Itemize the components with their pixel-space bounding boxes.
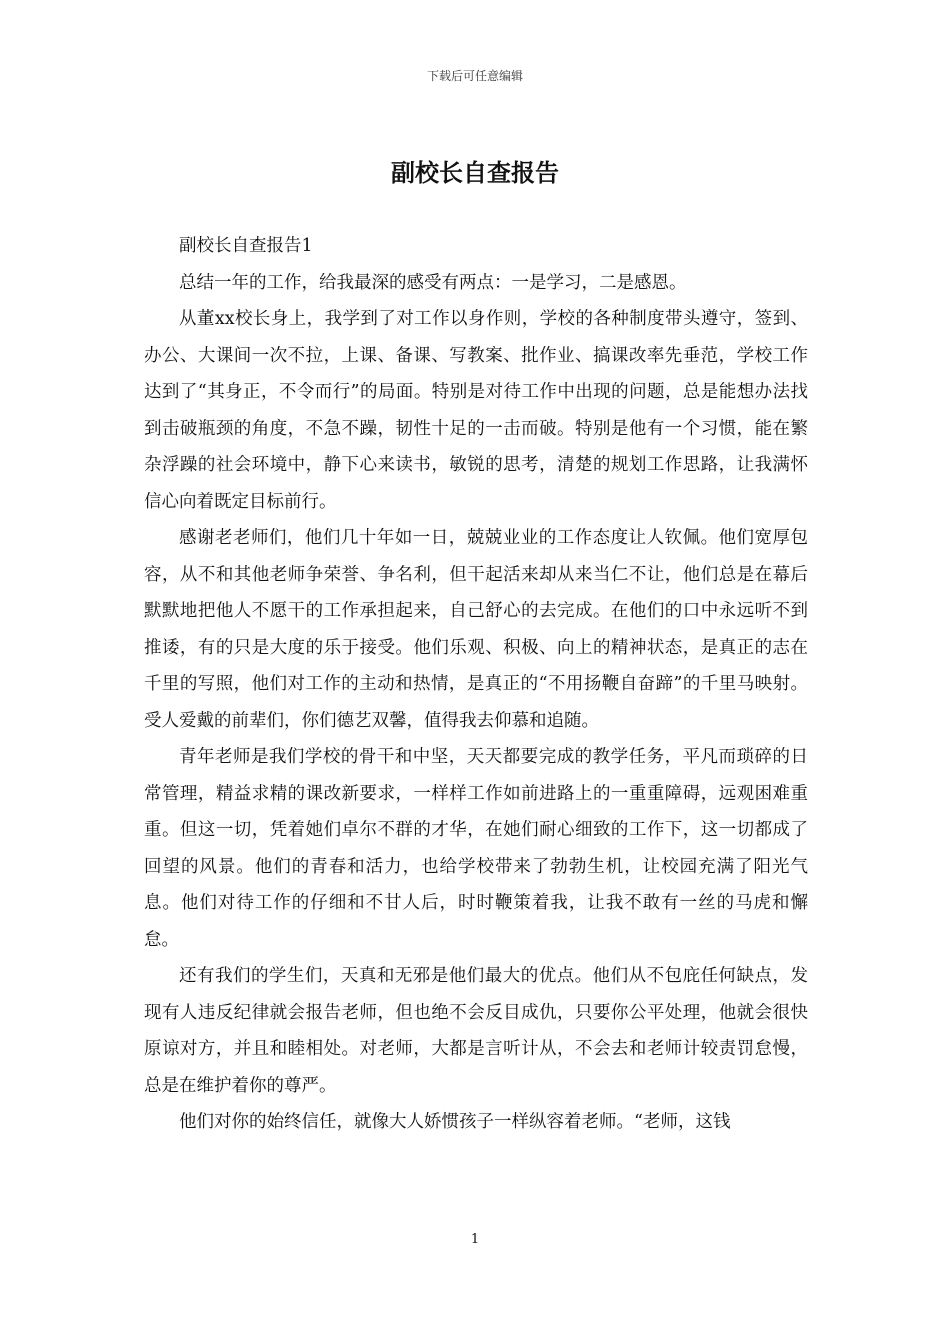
paragraph: 从董xx校长身上，我学到了对工作以身作则，学校的各种制度带头遵守，签到、办公、大课间一次不拉，上课、备课、写教案、批作业、搞课改率先垂范，学校工作达到了“其身正，不令而行”的局面。特别是对待工作中出现的问题，总是能想办法找到击破瓶颈的角度，不急不躁，韧性十足的一击而破。特别是他有一个习惯，能在繁杂浮躁的社会环境中，静下心来读书，敏锐的思考，清楚的规划工作思路，让我满怀信心向着既定目标前行。 <box>144 309 808 512</box>
page-number: 1 <box>470 1232 480 1247</box>
document-body <box>144 228 808 1141</box>
paragraph: 青年老师是我们学校的骨干和中坚，天天都要完成的教学任务，平凡而琐碎的日常管理，精益求精的课改新要求，一样样工作如前进路上的一重重障碍，远观困难重重。但这一切，凭着她们卓尔不群的才华，在她们耐心细致的工作下，这一切都成了回望的风景。他们的青春和活力，也给学校带来了勃勃生机，让校园充满了阳光气息。他们对待工作的仔细和不甘人后，时时鞭策着我，让我不敢有一丝的马虎和懈怠。 <box>144 747 808 950</box>
page-header-note: 下载后可任意编辑 <box>426 69 523 83</box>
section-heading: 副校长自查报告1 <box>179 236 313 256</box>
paragraph: 他们对你的始终信任，就像大人娇惯孩子一样纵容着老师。“老师，这钱 <box>179 1112 731 1132</box>
paragraph: 还有我们的学生们，天真和无邪是他们最大的优点。他们从不包庇任何缺点，发现有人违反纪律就会报告老师，但也绝不会反目成仇，只要你公平处理，他就会很快原谅对方，并且和睦相处。对老师，大都是言听计从，不会去和老师计较责罚怠慢，总是在维护着你的尊严。 <box>144 966 808 1096</box>
paragraph: 总结一年的工作，给我最深的感受有两点：一是学习，二是感恩。 <box>179 272 687 293</box>
paragraph: 感谢老老师们，他们几十年如一日，兢兢业业的工作态度让人钦佩。他们宽厚包容，从不和其他老师争荣誉、争名利，但干起活来却从来当仁不让，他们总是在幕后默默地把他人不愿干的工作承担起来，自己舒心的去完成。在他们的口中永远听不到推诿，有的只是大度的乐于接受。他们乐观、积极、向上的精神状态，是真正的志在千里的写照，他们对工作的主动和热情，是真正的“不用扬鞭自奋蹄”的千里马映射。受人爱戴的前辈们，你们德艺双馨，值得我去仰慕和追随。 <box>144 528 808 731</box>
document-title: 副校长自查报告 <box>391 158 559 187</box>
